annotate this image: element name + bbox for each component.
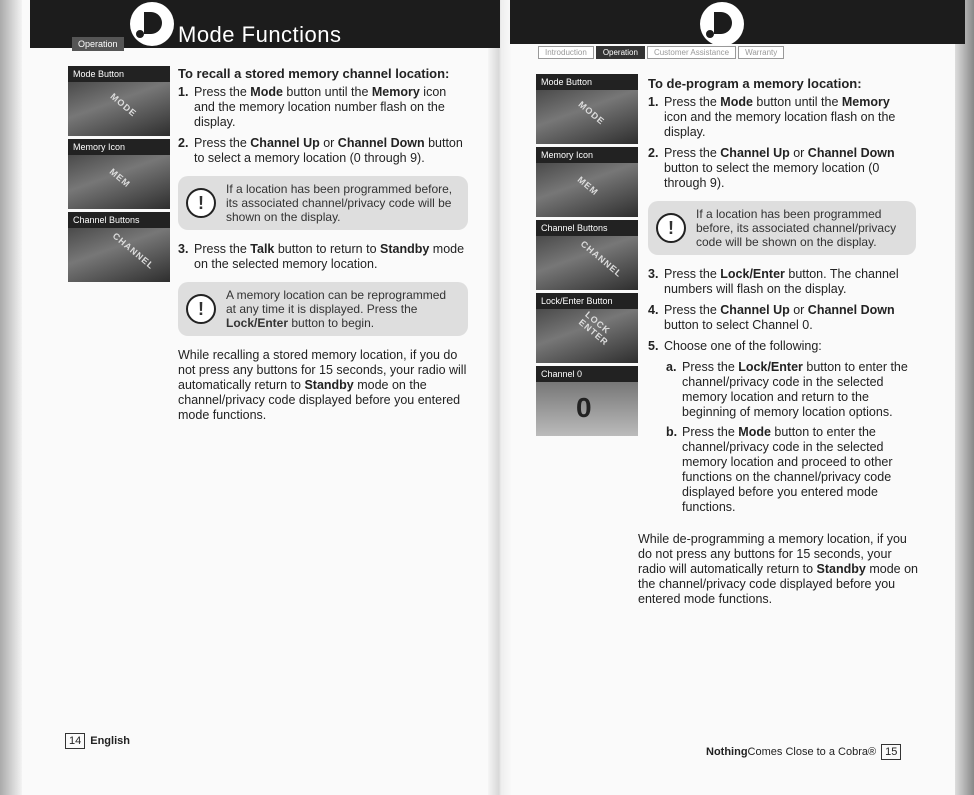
radio-photo bbox=[536, 90, 638, 144]
text: While de-programming a memory location, if you do not press any buttons for 15 seconds, your radio will automatically return to bbox=[638, 532, 907, 576]
paragraph bbox=[178, 348, 468, 423]
text: Standby bbox=[380, 242, 430, 256]
photo-text: MEM bbox=[107, 166, 133, 190]
channel-buttons-figure bbox=[536, 220, 638, 290]
text: mode on the channel/privacy code displayed before you entered mode functions. bbox=[178, 378, 461, 422]
info-icon: ! bbox=[186, 294, 216, 324]
step-number: 1. bbox=[648, 95, 659, 109]
section-tab-operation: Operation bbox=[72, 37, 124, 51]
right-page-edge bbox=[955, 0, 974, 795]
footer-text: Nothing bbox=[706, 746, 748, 758]
text: Press the bbox=[664, 95, 721, 109]
photo-text: LOCK ENTER bbox=[576, 309, 613, 348]
photo-text: CHANNEL bbox=[578, 238, 625, 280]
note-text: A memory location can be reprogrammed at any time it is displayed. Press the bbox=[226, 288, 447, 316]
text: Mode bbox=[250, 85, 283, 99]
left-instructions bbox=[178, 66, 468, 423]
text: Press the bbox=[664, 146, 721, 160]
radio-photo bbox=[68, 228, 170, 282]
cobra-logo-icon bbox=[700, 2, 744, 46]
text: button. The channel numbers will flash on the display. bbox=[664, 267, 899, 296]
figure-label: Channel 0 bbox=[536, 366, 638, 382]
step-2 bbox=[648, 146, 916, 191]
tab-customer-assistance[interactable]: Customer Assistance bbox=[647, 46, 736, 59]
text: or bbox=[789, 303, 808, 317]
note-text: button to begin. bbox=[288, 316, 375, 330]
step-number: 1. bbox=[178, 85, 189, 99]
note-callout bbox=[648, 201, 916, 255]
text: button to return to bbox=[274, 242, 380, 256]
text: Channel Up bbox=[720, 303, 790, 317]
page-number: 14 bbox=[65, 733, 85, 749]
text: Memory bbox=[841, 95, 890, 109]
text: While recalling a stored memory location, if you do not press any buttons for 15 seconds, your radio will automatically return to bbox=[178, 348, 467, 392]
step-4 bbox=[648, 303, 916, 333]
tab-operation[interactable]: Operation bbox=[596, 46, 645, 59]
text: or bbox=[789, 146, 808, 160]
text: Channel Up bbox=[720, 146, 790, 160]
step-1 bbox=[178, 85, 468, 130]
mode-button-figure bbox=[536, 74, 638, 144]
section-heading: To recall a stored memory channel location: bbox=[178, 66, 450, 81]
step-1 bbox=[648, 95, 916, 140]
right-nav-tabs bbox=[538, 46, 786, 59]
text: Talk bbox=[250, 242, 275, 256]
text: Lock/Enter bbox=[720, 267, 785, 281]
text: button to select a memory location (0 through 9). bbox=[194, 136, 463, 165]
text: Channel Up bbox=[250, 136, 320, 150]
step-number: b. bbox=[666, 425, 678, 439]
text: Channel Down bbox=[337, 136, 425, 150]
text: Press the bbox=[682, 360, 739, 374]
text: mode on the channel/privacy code displayed before you entered mode functions. bbox=[638, 562, 918, 606]
text: Channel Down bbox=[807, 303, 895, 317]
text: icon and the memory location flash on the display. bbox=[664, 110, 896, 139]
lock-enter-button-figure bbox=[536, 293, 638, 363]
step-number: 3. bbox=[178, 242, 189, 256]
radio-photo bbox=[536, 163, 638, 217]
figure-label: Channel Buttons bbox=[68, 212, 170, 228]
text: or bbox=[319, 136, 338, 150]
photo-text: MEM bbox=[575, 174, 601, 198]
note-text: If a location has been programmed before, its associated channel/privacy code will be shown on the display. bbox=[696, 207, 897, 249]
info-icon: ! bbox=[186, 188, 216, 218]
step-number: 4. bbox=[648, 303, 659, 317]
text: Mode bbox=[720, 95, 753, 109]
step-5 bbox=[648, 339, 916, 354]
radio-photo bbox=[536, 309, 638, 363]
figure-label: Lock/Enter Button bbox=[536, 293, 638, 309]
text: Standby bbox=[304, 378, 354, 392]
text: Choose one of the following: bbox=[664, 339, 822, 353]
text: Lock/Enter bbox=[738, 360, 803, 374]
radio-photo bbox=[68, 155, 170, 209]
step-3 bbox=[178, 242, 468, 272]
text: button until the bbox=[752, 95, 842, 109]
figure-label: Channel Buttons bbox=[536, 220, 638, 236]
text: button to enter the channel/privacy code in the selected memory location and proceed to other functions on the channel/privacy code displayed before you entered mode functions. bbox=[682, 425, 893, 514]
text: mode on the selected memory location. bbox=[194, 242, 465, 271]
text: Mode bbox=[738, 425, 771, 439]
footer-language: English bbox=[90, 735, 130, 747]
text: Standby bbox=[816, 562, 866, 576]
figure-label: Memory Icon bbox=[68, 139, 170, 155]
radio-display-photo bbox=[536, 382, 638, 436]
text: Press the bbox=[194, 242, 251, 256]
note-text: Lock/Enter bbox=[226, 316, 289, 330]
left-page-edge bbox=[0, 0, 22, 795]
text: icon and the memory location number flash on the display. bbox=[194, 85, 447, 129]
step-number: 3. bbox=[648, 267, 659, 281]
text: button to select the memory location (0 through 9). bbox=[664, 161, 880, 190]
right-footer bbox=[706, 744, 906, 760]
step-number: a. bbox=[666, 360, 677, 374]
text: Memory bbox=[371, 85, 420, 99]
book-spine bbox=[488, 0, 512, 795]
text: button until the bbox=[282, 85, 372, 99]
substep-a bbox=[648, 360, 916, 420]
figure-label: Mode Button bbox=[536, 74, 638, 90]
text: Press the bbox=[194, 85, 251, 99]
photo-text: CHANNEL bbox=[110, 230, 157, 272]
text: button to select Channel 0. bbox=[664, 318, 813, 332]
text: Press the bbox=[682, 425, 739, 439]
tab-introduction[interactable]: Introduction bbox=[538, 46, 594, 59]
photo-text: MODE bbox=[108, 91, 139, 119]
figure-label: Mode Button bbox=[68, 66, 170, 82]
mode-button-figure bbox=[68, 66, 170, 136]
radio-photo bbox=[536, 236, 638, 290]
channel-0-figure bbox=[536, 366, 638, 436]
text: Channel Down bbox=[807, 146, 895, 160]
step-number: 2. bbox=[648, 146, 659, 160]
note-callout bbox=[178, 176, 468, 230]
figure-label: Memory Icon bbox=[536, 147, 638, 163]
section-heading: To de-program a memory location: bbox=[648, 76, 862, 91]
text: Press the bbox=[664, 303, 721, 317]
page-number: 15 bbox=[881, 744, 901, 760]
radio-photo bbox=[68, 82, 170, 136]
note-text: If a location has been programmed before, its associated channel/privacy code will be shown on the display. bbox=[226, 182, 453, 224]
paragraph bbox=[638, 532, 918, 607]
text: button to enter the channel/privacy code in the selected memory location and return to the beginning of memory location options. bbox=[682, 360, 908, 419]
tab-warranty[interactable]: Warranty bbox=[738, 46, 784, 59]
step-3 bbox=[648, 267, 916, 297]
footer-text: Comes Close to a Cobra® bbox=[747, 746, 877, 758]
text: Press the bbox=[664, 267, 721, 281]
page-title: Mode Functions bbox=[178, 22, 342, 47]
photo-text: MODE bbox=[576, 99, 607, 127]
memory-icon-figure bbox=[68, 139, 170, 209]
cobra-logo-icon bbox=[130, 2, 174, 46]
photo-text: 0 bbox=[576, 392, 593, 423]
substep-b bbox=[648, 425, 916, 515]
right-instructions bbox=[648, 76, 916, 520]
text: Press the bbox=[194, 136, 251, 150]
step-number: 5. bbox=[648, 339, 659, 353]
channel-buttons-figure bbox=[68, 212, 170, 282]
step-number: 2. bbox=[178, 136, 189, 150]
left-footer bbox=[60, 733, 130, 749]
step-2 bbox=[178, 136, 468, 166]
note-callout bbox=[178, 282, 468, 336]
memory-icon-figure bbox=[536, 147, 638, 217]
info-icon: ! bbox=[656, 213, 686, 243]
